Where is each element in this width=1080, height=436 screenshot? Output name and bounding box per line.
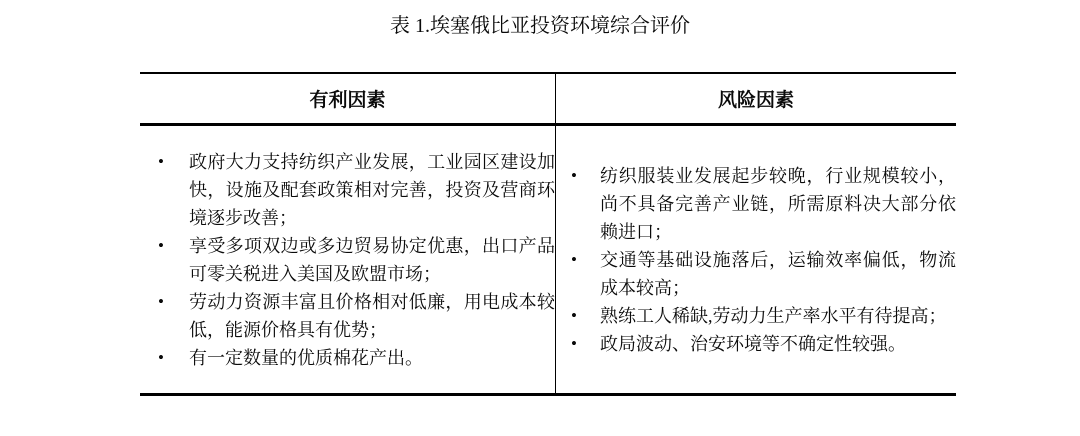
bullet-text: 政局波动、治安环境等不确定性较强。: [600, 333, 906, 354]
bullet-text: 纺织服装业发展起步较晚，行业规模较小，尚不具备完善产业链，所需原料决大部分依赖进口；: [600, 165, 956, 242]
list-item: [158, 344, 555, 372]
bullet-text: 劳动力资源丰富且价格相对低廉，用电成本较低，能源价格具有优势；: [189, 291, 555, 340]
risk-factors-cell: [556, 126, 956, 393]
investment-evaluation-table: [140, 72, 956, 396]
bullet-icon: •: [158, 347, 164, 367]
header-risk-factors: 风险因素: [717, 90, 794, 111]
table-body-row: [140, 126, 956, 393]
bullet-text: 政府大力支持纺织产业发展，工业园区建设加快，设施及配套政策相对完善，投资及营商环境逐步改善；: [189, 151, 555, 228]
list-item: [571, 162, 956, 246]
bullet-text: 有一定数量的优质棉花产出。: [189, 347, 423, 368]
favorable-factors-cell: [140, 126, 556, 393]
bullet-text: 熟练工人稀缺,劳动力生产率水平有待提高；: [600, 305, 947, 326]
table-caption: 表 1.埃塞俄比亚投资环境综合评价: [390, 15, 690, 37]
table-header-row: [140, 74, 956, 126]
bullet-icon: •: [158, 291, 164, 311]
bullet-icon: •: [571, 165, 577, 185]
list-item: [571, 330, 956, 358]
bullet-text: 交通等基础设施落后，运输效率偏低，物流成本较高；: [600, 249, 956, 298]
header-favorable-factors: 有利因素: [140, 74, 556, 123]
bullet-text: 享受多项双边或多边贸易协定优惠，出口产品可零关税进入美国及欧盟市场；: [189, 235, 555, 284]
list-item: [158, 148, 555, 232]
bullet-icon: •: [571, 305, 577, 325]
list-item: [158, 232, 555, 288]
bullet-icon: •: [571, 249, 577, 269]
bullet-icon: •: [571, 333, 577, 353]
bullet-icon: •: [158, 235, 164, 255]
list-item: [158, 288, 555, 344]
list-item: [571, 246, 956, 302]
list-item: [571, 302, 956, 330]
bullet-icon: •: [158, 151, 164, 171]
